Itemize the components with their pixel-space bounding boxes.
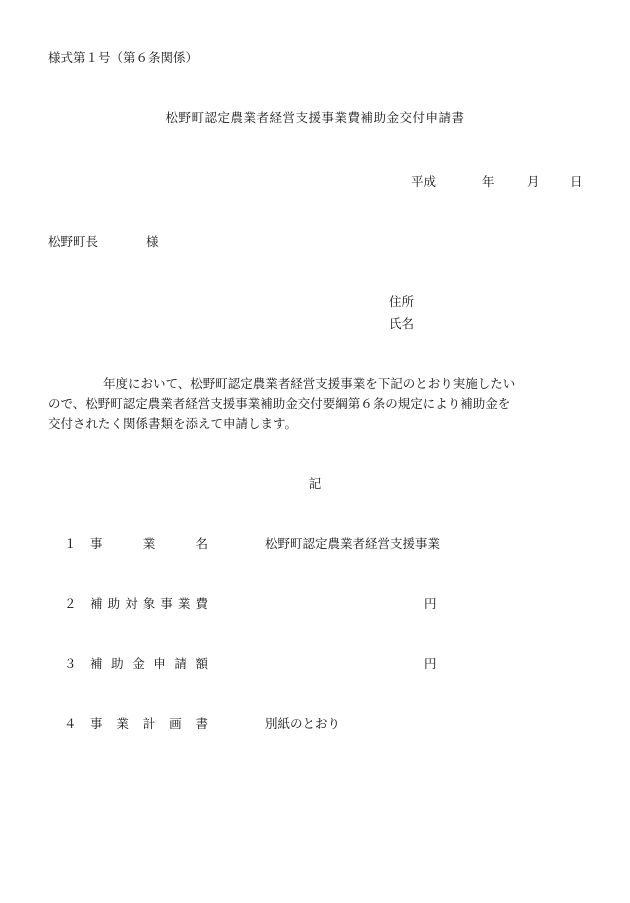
item-label-char: 申 — [153, 656, 166, 671]
item-label-char: 象 — [142, 596, 156, 611]
item-number: ３ — [64, 656, 77, 671]
item-label-char: 業 — [177, 596, 191, 611]
item-label-char: 金 — [132, 656, 145, 671]
item-value: 松野町認定農業者経営支援事業 — [265, 536, 441, 551]
date-year-unit: 年 — [482, 174, 495, 189]
addressee-honorific: 様 — [146, 234, 159, 249]
item-label-char: 事 — [90, 716, 103, 731]
item-label-char: 請 — [174, 656, 187, 671]
item-label-char: 費 — [195, 596, 208, 611]
date-era: 平成 — [411, 174, 437, 189]
address-label: 住所 — [389, 294, 415, 309]
item-label-char: 助 — [111, 656, 124, 671]
item-label-char: 計 — [142, 716, 156, 731]
item-number: ２ — [64, 596, 77, 611]
item-label-char: 補 — [90, 656, 103, 671]
item-label-char: 名 — [195, 536, 208, 551]
item-label-char: 補 — [90, 596, 103, 611]
item-label — [90, 594, 208, 612]
item-number: １ — [64, 536, 77, 551]
item-number: ４ — [64, 716, 77, 731]
body-text: 年度において、松野町認定農業者経営支援事業を下記のとおり実施したい — [103, 376, 516, 391]
item-label-char: 対 — [125, 596, 138, 611]
item-value-unit: 円 — [424, 656, 437, 671]
ki-heading: 記 — [308, 476, 322, 491]
date-day-unit: 日 — [570, 174, 583, 189]
item-label-char: 事 — [90, 536, 103, 551]
body-paragraph-line: ので、松野町認定農業者経営支援事業補助金交付要綱第６条の規定により補助金を — [48, 396, 511, 411]
item-label — [90, 534, 208, 552]
item-value: 別紙のとおり — [265, 716, 341, 731]
document-title: 松野町認定農業者経営支援事業費補助金交付申請書 — [165, 110, 465, 125]
item-label-char: 業 — [142, 536, 156, 551]
form-number: 様式第１号（第６条関係） — [48, 50, 199, 65]
item-label-char: 画 — [169, 716, 182, 731]
body-paragraph-line — [48, 374, 515, 392]
item-label-char: 助 — [107, 596, 121, 611]
addressee-name: 松野町長 — [48, 234, 99, 249]
item-label-char: 業 — [116, 716, 129, 731]
item-label-char: 書 — [195, 716, 208, 731]
item-value-unit: 円 — [424, 596, 437, 611]
item-label — [90, 714, 208, 732]
item-label-char: 事 — [160, 596, 173, 611]
item-label — [90, 654, 208, 672]
name-label: 氏名 — [389, 316, 415, 331]
item-label-char: 額 — [195, 656, 208, 671]
date-month-unit: 月 — [527, 174, 540, 189]
body-paragraph-line: 交付されたく関係書類を添えて申請します。 — [48, 416, 298, 431]
